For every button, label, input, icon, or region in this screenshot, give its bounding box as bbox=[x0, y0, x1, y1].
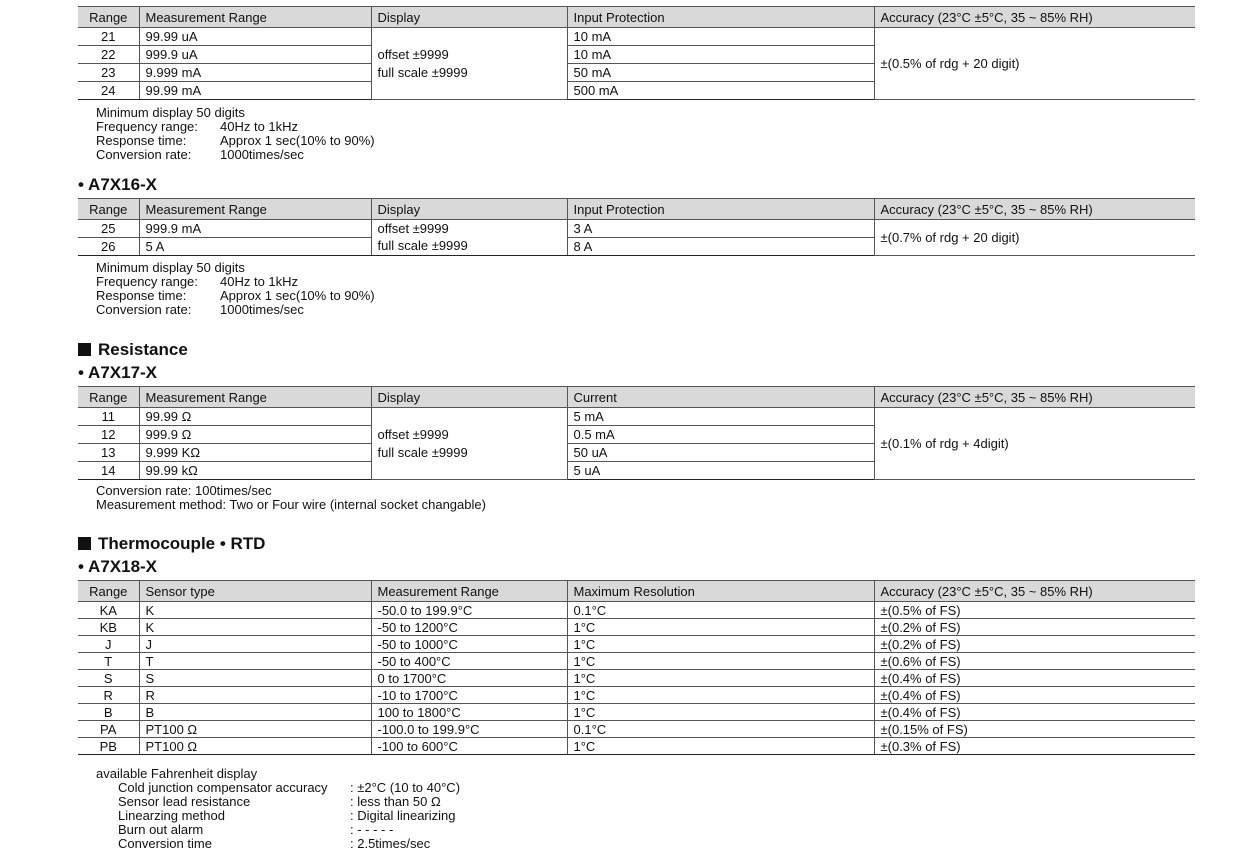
square-bullet-icon bbox=[78, 537, 91, 550]
sensor-cell: PT100 Ω bbox=[139, 721, 371, 738]
display-cell: offset ±9999 bbox=[371, 220, 567, 238]
spec-value: : less than 50 Ω bbox=[350, 794, 441, 809]
header-measurement-range: Measurement Range bbox=[139, 199, 371, 220]
spec-value: : ±2°C (10 to 40°C) bbox=[350, 780, 461, 795]
resolution-cell: 1°C bbox=[567, 653, 874, 670]
header-input-protection: Input Protection bbox=[567, 199, 874, 220]
measurement-cell: 0 to 1700°C bbox=[371, 670, 567, 687]
frequency-label: Frequency range: bbox=[96, 274, 198, 289]
header-range: Range bbox=[78, 581, 139, 602]
sensor-cell: K bbox=[139, 602, 371, 619]
range-cell: 13 bbox=[78, 444, 139, 462]
resolution-cell: 1°C bbox=[567, 670, 874, 687]
display-cell bbox=[371, 28, 567, 100]
range-cell: PA bbox=[78, 721, 139, 738]
table-row bbox=[78, 602, 1195, 619]
resolution-cell: 0.1°C bbox=[567, 721, 874, 738]
accuracy-cell: ±(0.2% of FS) bbox=[874, 636, 1195, 653]
header-accuracy: Accuracy (23°C ±5°C, 35 ~ 85% RH) bbox=[874, 387, 1195, 408]
spec-label: Cold junction compensator accuracy bbox=[118, 780, 328, 795]
range-cell: PB bbox=[78, 738, 139, 755]
measurement-cell: -50 to 400°C bbox=[371, 653, 567, 670]
spec-value: : Digital linearizing bbox=[350, 808, 456, 823]
sensor-cell: PT100 Ω bbox=[139, 738, 371, 755]
a7x17-title: • A7X17-X bbox=[78, 363, 158, 382]
table-header-row bbox=[78, 7, 1195, 28]
table-row bbox=[78, 687, 1195, 704]
resistance-table bbox=[78, 386, 1195, 480]
sensor-cell: B bbox=[139, 704, 371, 721]
resistance-section-heading bbox=[78, 340, 188, 360]
spec-list bbox=[96, 781, 460, 851]
header-accuracy: Accuracy (23°C ±5°C, 35 ~ 85% RH) bbox=[874, 7, 1195, 28]
range-cell: 14 bbox=[78, 462, 139, 480]
header-sensor-type: Sensor type bbox=[139, 581, 371, 602]
range-cell: 21 bbox=[78, 28, 139, 46]
thermocouple-table-body bbox=[78, 602, 1195, 755]
response-row bbox=[96, 134, 375, 148]
frequency-row bbox=[96, 275, 375, 289]
response-row bbox=[96, 289, 375, 303]
current-cell: 5 uA bbox=[567, 462, 874, 480]
thermocouple-section-title: Thermocouple • RTD bbox=[98, 534, 266, 553]
measurement-cell: 999.9 mA bbox=[139, 220, 371, 238]
spec-row bbox=[96, 837, 460, 851]
response-value: Approx 1 sec(10% to 90%) bbox=[220, 288, 375, 303]
resolution-cell: 1°C bbox=[567, 687, 874, 704]
table-row bbox=[78, 653, 1195, 670]
measurement-cell: 99.99 Ω bbox=[139, 408, 371, 426]
square-bullet-icon bbox=[78, 343, 91, 356]
accuracy-cell: ±(0.5% of FS) bbox=[874, 602, 1195, 619]
protection-cell: 500 mA bbox=[567, 82, 874, 100]
range-cell: 26 bbox=[78, 238, 139, 256]
table-header-row bbox=[78, 581, 1195, 602]
table-row bbox=[78, 704, 1195, 721]
resolution-cell: 1°C bbox=[567, 619, 874, 636]
resolution-cell: 0.1°C bbox=[567, 602, 874, 619]
range-cell: B bbox=[78, 704, 139, 721]
conversion-label: Conversion rate: bbox=[96, 147, 192, 162]
header-display: Display bbox=[371, 387, 567, 408]
current-cell: 0.5 mA bbox=[567, 426, 874, 444]
header-range: Range bbox=[78, 387, 139, 408]
display-full-scale: full scale ±9999 bbox=[377, 64, 468, 80]
a7x16-notes bbox=[96, 261, 375, 317]
accuracy-cell: ±(0.6% of FS) bbox=[874, 653, 1195, 670]
thermocouple-specs bbox=[96, 767, 460, 851]
range-cell: T bbox=[78, 653, 139, 670]
a7x18-title: • A7X18-X bbox=[78, 557, 158, 576]
thermocouple-section-heading bbox=[78, 534, 265, 554]
table-row bbox=[78, 636, 1195, 653]
measurement-cell: 100 to 1800°C bbox=[371, 704, 567, 721]
spec-label: Conversion time bbox=[118, 836, 212, 851]
header-max-resolution: Maximum Resolution bbox=[567, 581, 874, 602]
response-value: Approx 1 sec(10% to 90%) bbox=[220, 133, 375, 148]
header-accuracy: Accuracy (23°C ±5°C, 35 ~ 85% RH) bbox=[874, 199, 1195, 220]
measurement-cell: 999.9 uA bbox=[139, 46, 371, 64]
measurement-cell: 999.9 Ω bbox=[139, 426, 371, 444]
frequency-row bbox=[96, 120, 375, 134]
spec-row bbox=[96, 823, 460, 837]
sensor-cell: S bbox=[139, 670, 371, 687]
response-label: Response time: bbox=[96, 288, 187, 303]
conversion-value: 1000times/sec bbox=[220, 302, 304, 317]
table-row bbox=[78, 721, 1195, 738]
range-cell: 11 bbox=[78, 408, 139, 426]
measurement-cell: 99.99 uA bbox=[139, 28, 371, 46]
protection-cell: 10 mA bbox=[567, 46, 874, 64]
range-cell: 12 bbox=[78, 426, 139, 444]
conversion-row bbox=[96, 303, 375, 317]
header-range: Range bbox=[78, 7, 139, 28]
measurement-cell: -10 to 1700°C bbox=[371, 687, 567, 704]
sensor-cell: J bbox=[139, 636, 371, 653]
accuracy-cell: ±(0.5% of rdg + 20 digit) bbox=[874, 28, 1195, 100]
protection-cell: 3 A bbox=[567, 220, 874, 238]
range-cell: J bbox=[78, 636, 139, 653]
resolution-cell: 1°C bbox=[567, 738, 874, 755]
a7x16-table bbox=[78, 198, 1195, 256]
header-measurement-range: Measurement Range bbox=[139, 387, 371, 408]
spec-value: : 2.5times/sec bbox=[350, 836, 431, 851]
table-row bbox=[78, 670, 1195, 687]
table-row bbox=[78, 408, 1195, 426]
spec-row bbox=[96, 795, 460, 809]
measurement-cell: -50 to 1000°C bbox=[371, 636, 567, 653]
protection-cell: 8 A bbox=[567, 238, 874, 256]
accuracy-cell: ±(0.4% of FS) bbox=[874, 670, 1195, 687]
resistance-notes bbox=[96, 484, 486, 512]
measurement-cell: -50.0 to 199.9°C bbox=[371, 602, 567, 619]
range-cell: R bbox=[78, 687, 139, 704]
table-header-row bbox=[78, 199, 1195, 220]
sensor-cell: K bbox=[139, 619, 371, 636]
response-label: Response time: bbox=[96, 133, 187, 148]
range-cell: 25 bbox=[78, 220, 139, 238]
resistance-conversion-note: Conversion rate: 100times/sec bbox=[96, 483, 272, 498]
thermocouple-table bbox=[78, 580, 1195, 755]
range-cell: 24 bbox=[78, 82, 139, 100]
accuracy-cell: ±(0.4% of FS) bbox=[874, 687, 1195, 704]
header-current: Current bbox=[567, 387, 874, 408]
protection-cell: 10 mA bbox=[567, 28, 874, 46]
sensor-cell: T bbox=[139, 653, 371, 670]
header-accuracy: Accuracy (23°C ±5°C, 35 ~ 85% RH) bbox=[874, 581, 1195, 602]
a7x16-title: • A7X16-X bbox=[78, 175, 158, 194]
table-header-row bbox=[78, 387, 1195, 408]
measurement-cell: 99.99 kΩ bbox=[139, 462, 371, 480]
resolution-cell: 1°C bbox=[567, 704, 874, 721]
frequency-label: Frequency range: bbox=[96, 119, 198, 134]
resistance-section-title: Resistance bbox=[98, 340, 188, 359]
spec-value: : - - - - - bbox=[350, 822, 394, 837]
header-measurement-range: Measurement Range bbox=[139, 7, 371, 28]
accuracy-cell: ±(0.2% of FS) bbox=[874, 619, 1195, 636]
measurement-cell: -100.0 to 199.9°C bbox=[371, 721, 567, 738]
display-cell bbox=[371, 408, 567, 480]
spec-row bbox=[96, 809, 460, 823]
min-display-note: Minimum display 50 digits bbox=[96, 105, 245, 120]
table-row bbox=[78, 619, 1195, 636]
frequency-value: 40Hz to 1kHz bbox=[220, 119, 299, 134]
accuracy-cell: ±(0.1% of rdg + 4digit) bbox=[874, 408, 1195, 480]
measurement-cell: 5 A bbox=[139, 238, 371, 256]
accuracy-cell: ±(0.4% of FS) bbox=[874, 704, 1195, 721]
accuracy-cell: ±(0.7% of rdg + 20 digit) bbox=[874, 220, 1195, 256]
min-display-note: Minimum display 50 digits bbox=[96, 260, 245, 275]
resolution-cell: 1°C bbox=[567, 636, 874, 653]
table-row bbox=[78, 738, 1195, 755]
measurement-cell: -100 to 600°C bbox=[371, 738, 567, 755]
table-row bbox=[78, 28, 1195, 46]
header-display: Display bbox=[371, 199, 567, 220]
spec-row bbox=[96, 781, 460, 795]
conversion-label: Conversion rate: bbox=[96, 302, 192, 317]
accuracy-cell: ±(0.3% of FS) bbox=[874, 738, 1195, 755]
measurement-cell: -50 to 1200°C bbox=[371, 619, 567, 636]
frequency-value: 40Hz to 1kHz bbox=[220, 274, 299, 289]
header-measurement-range: Measurement Range bbox=[371, 581, 567, 602]
spec-label: Sensor lead resistance bbox=[118, 794, 251, 809]
current-notes bbox=[96, 106, 375, 162]
header-input-protection: Input Protection bbox=[567, 7, 874, 28]
header-display: Display bbox=[371, 7, 567, 28]
accuracy-cell: ±(0.15% of FS) bbox=[874, 721, 1195, 738]
range-cell: KA bbox=[78, 602, 139, 619]
fahrenheit-note: available Fahrenheit display bbox=[96, 766, 258, 781]
current-cell: 5 mA bbox=[567, 408, 874, 426]
sensor-cell: R bbox=[139, 687, 371, 704]
range-cell: 22 bbox=[78, 46, 139, 64]
display-full-scale: full scale ±9999 bbox=[377, 444, 468, 460]
protection-cell: 50 mA bbox=[567, 64, 874, 82]
range-cell: 23 bbox=[78, 64, 139, 82]
current-cell: 50 uA bbox=[567, 444, 874, 462]
display-offset: offset ±9999 bbox=[377, 46, 449, 62]
header-range: Range bbox=[78, 199, 139, 220]
table-row bbox=[78, 220, 1195, 238]
measurement-cell: 99.99 mA bbox=[139, 82, 371, 100]
measurement-cell: 9.999 KΩ bbox=[139, 444, 371, 462]
range-cell: KB bbox=[78, 619, 139, 636]
measurement-cell: 9.999 mA bbox=[139, 64, 371, 82]
resistance-method-note: Measurement method: Two or Four wire (internal socket changable) bbox=[96, 497, 486, 512]
current-range-table bbox=[78, 6, 1195, 100]
conversion-value: 1000times/sec bbox=[220, 147, 304, 162]
display-offset: offset ±9999 bbox=[377, 426, 449, 442]
display-cell: full scale ±9999 bbox=[371, 238, 567, 256]
range-cell: S bbox=[78, 670, 139, 687]
conversion-row bbox=[96, 148, 375, 162]
spec-label: Burn out alarm bbox=[118, 822, 204, 837]
spec-label: Linearzing method bbox=[118, 808, 225, 823]
